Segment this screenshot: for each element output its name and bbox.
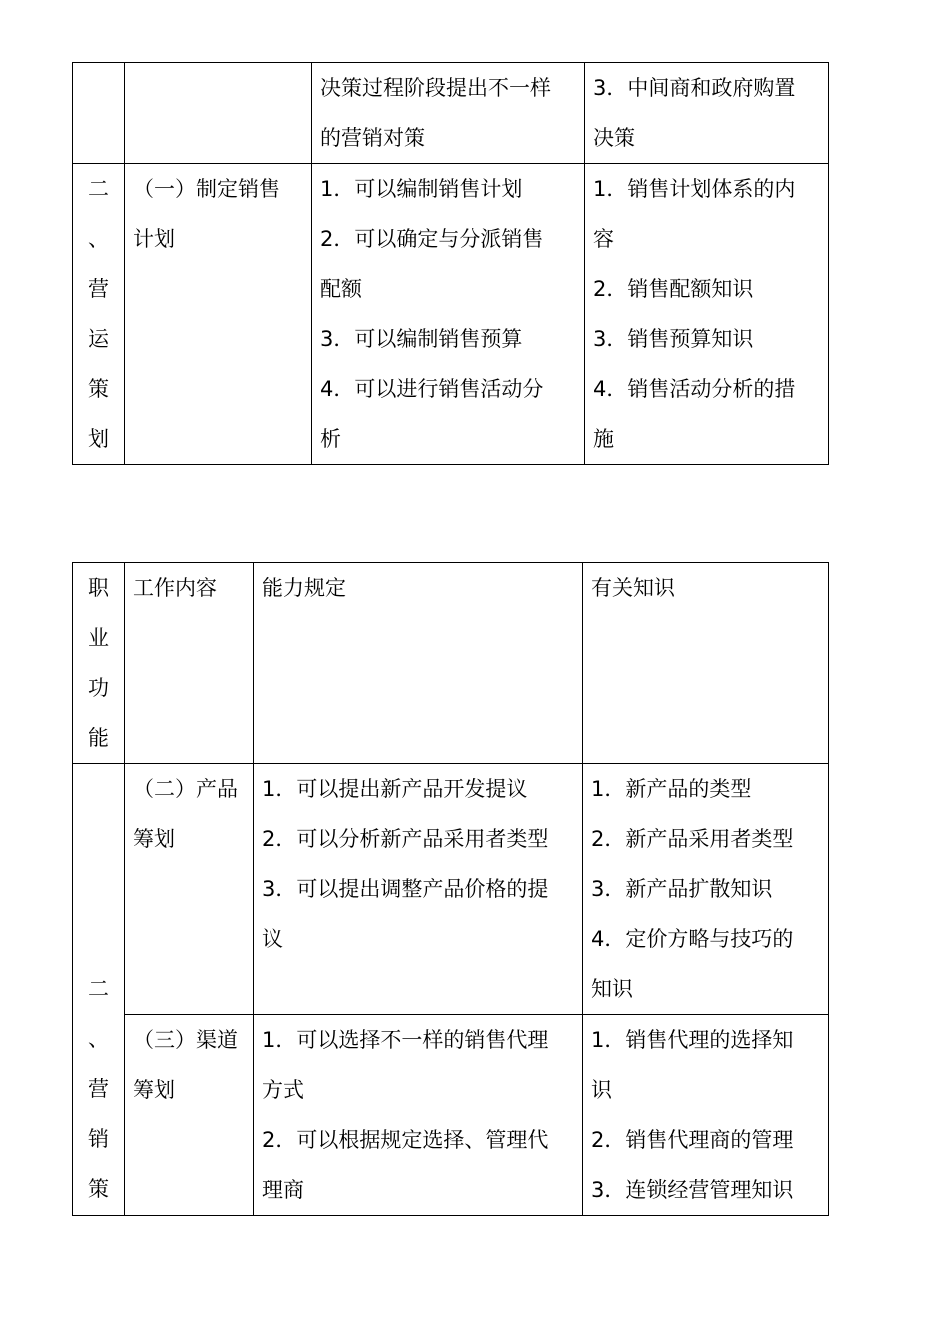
knowledge-line: 4．定价方略与技巧的 [591,927,794,951]
table-row [73,164,829,465]
function-char: 策 [88,377,109,401]
ability-cell [312,63,585,164]
ability-cell [254,1015,583,1216]
function-char [73,914,124,964]
function-char: 划 [88,427,109,451]
knowledge-line: 2．销售代理商的管理 [591,1128,794,1152]
header-work-content: 工作内容 [125,563,254,764]
work-content-cell [125,63,312,164]
knowledge-line: 3．中间商和政府购置 [593,76,796,100]
function-char: 营 [88,277,109,301]
table-row [73,1015,829,1216]
knowledge-line: 3．新产品扩散知识 [591,877,773,901]
function-cell [73,63,125,164]
function-char [73,814,124,864]
ability-line: 1．可以选择不一样的销售代理 [262,1028,549,1052]
content-line: 筹划 [133,1078,175,1102]
ability-line: 3．可以编制销售预算 [320,327,523,351]
ability-line: 的营销对策 [320,126,425,150]
content-line: （三）渠道 [133,1028,238,1052]
ability-cell [312,164,585,465]
header-function-char: 职 [88,576,109,600]
knowledge-line: 知识 [591,977,633,1001]
knowledge-line: 施 [593,427,614,451]
ability-line: 2．可以确定与分派销售 [320,227,544,251]
knowledge-line: 识 [591,1078,612,1102]
content-line: （二）产品 [133,777,238,801]
knowledge-line: 2．新产品采用者类型 [591,827,794,851]
header-ability: 能力规定 [254,563,583,764]
knowledge-line: 决策 [593,126,635,150]
header-function-cell [73,563,125,764]
ability-line: 4．可以进行销售活动分 [320,377,544,401]
knowledge-line: 1．销售代理的选择知 [591,1028,794,1052]
work-content-cell [125,164,312,465]
occupation-standard-table [72,562,829,1216]
content-line: （一）制定销售 [133,177,280,201]
table-row [73,764,829,1015]
ability-line: 配额 [320,277,362,301]
table-header-row [73,563,829,764]
knowledge-line: 4．销售活动分析的措 [593,377,796,401]
table-row [73,63,829,164]
function-cell [73,164,125,465]
knowledge-cell [585,63,829,164]
ability-line: 2．可以分析新产品采用者类型 [262,827,549,851]
knowledge-line: 2．销售配额知识 [593,277,754,301]
ability-cell [254,764,583,1015]
content-line: 计划 [133,227,175,251]
function-char: 二 [88,177,109,201]
function-char [73,764,124,814]
header-knowledge: 有关知识 [583,563,829,764]
knowledge-line: 3．连锁经营管理知识 [591,1178,794,1202]
function-cell [73,764,125,1216]
function-char: 、 [88,227,109,251]
knowledge-line: 3．销售预算知识 [593,327,754,351]
ability-line: 决策过程阶段提出不一样 [320,76,551,100]
knowledge-cell [585,164,829,465]
knowledge-cell [583,764,829,1015]
ability-line: 议 [262,927,283,951]
function-char: 二 [88,977,109,1001]
ability-line: 理商 [262,1178,304,1202]
ability-line: 析 [320,427,341,451]
function-char: 销 [88,1127,109,1151]
knowledge-line: 1．销售计划体系的内 [593,177,796,201]
knowledge-line: 容 [593,227,614,251]
function-char: 、 [88,1027,109,1051]
header-function-char: 能 [88,726,109,750]
knowledge-line: 1．新产品的类型 [591,777,752,801]
header-function-char: 业 [88,626,109,650]
function-char: 策 [88,1177,109,1201]
header-function-char: 功 [88,676,109,700]
work-content-cell [125,1015,254,1216]
ability-line: 方式 [262,1078,304,1102]
ability-line: 1．可以编制销售计划 [320,177,523,201]
function-char: 运 [88,327,109,351]
ability-line: 2．可以根据规定选择、管理代 [262,1128,549,1152]
knowledge-cell [583,1015,829,1216]
ability-line: 3．可以提出调整产品价格的提 [262,877,549,901]
function-char [73,864,124,914]
occupation-standard-table-continued [72,62,829,465]
function-char: 营 [88,1077,109,1101]
work-content-cell [125,764,254,1015]
ability-line: 1．可以提出新产品开发提议 [262,777,528,801]
content-line: 筹划 [133,827,175,851]
